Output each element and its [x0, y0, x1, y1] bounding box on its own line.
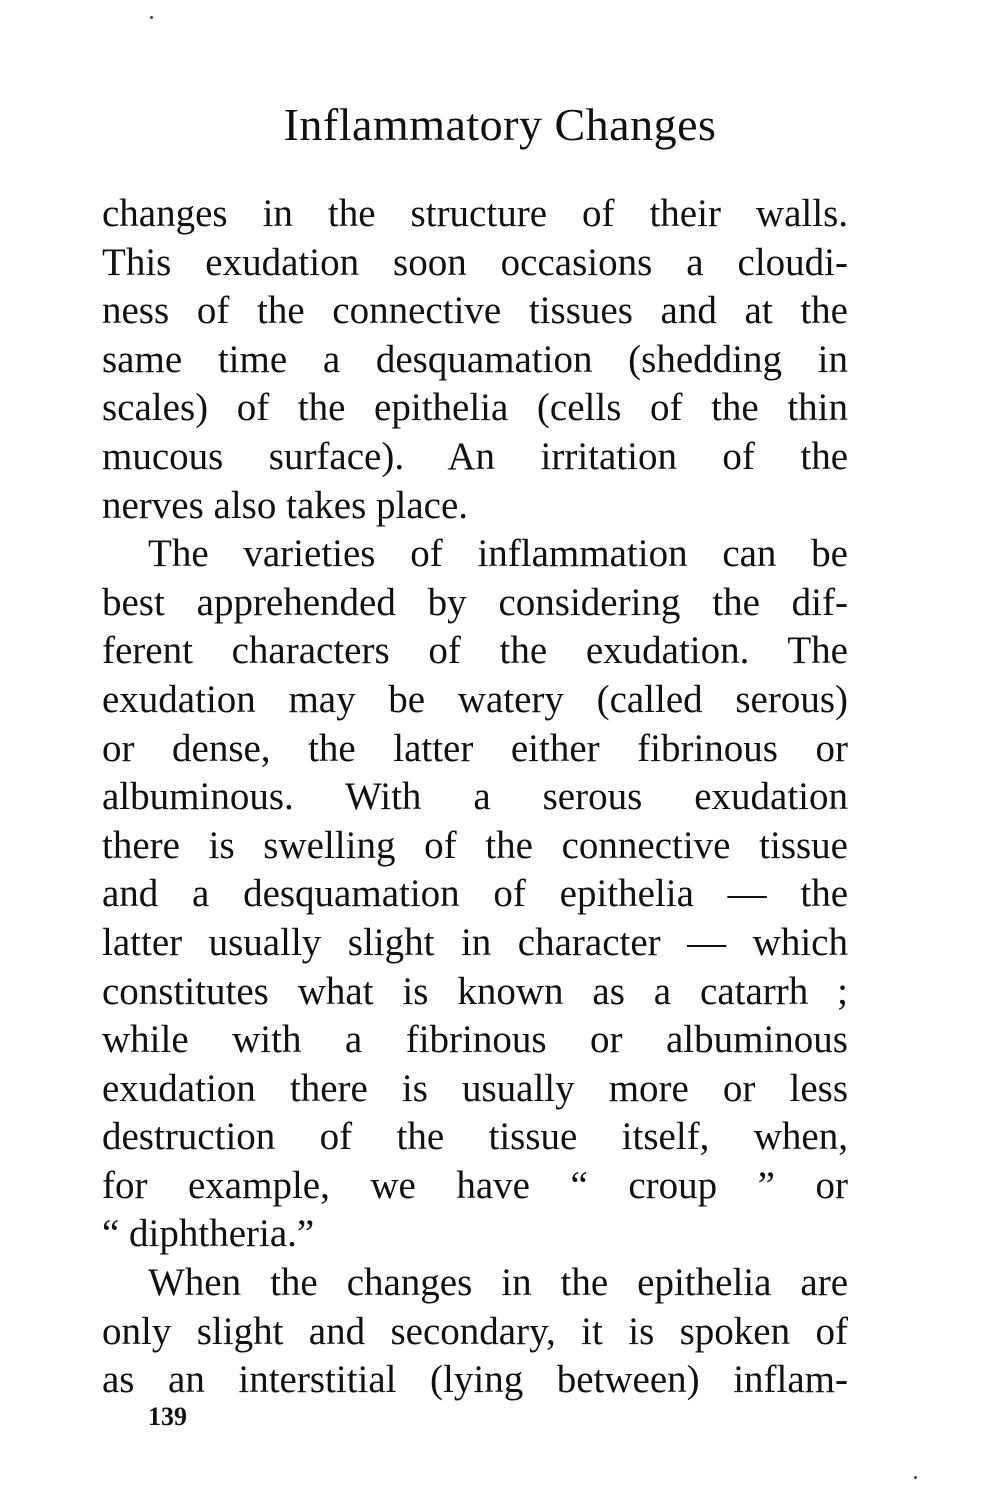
text-line: only slight and secondary, it is spoken of [102, 1309, 848, 1353]
text-line: same time a desquamation (shedding in [102, 337, 848, 381]
text-line: This exudation soon occasions a cloudi- [102, 240, 848, 284]
running-head-title: Inflammatory Changes [283, 99, 717, 150]
scan-speck [150, 16, 153, 19]
text-line: constitutes what is known as a catarrh ; [102, 969, 848, 1013]
paragraph-start-line: When the changes in the epithelia are [148, 1261, 848, 1305]
text-line: ness of the connective tissues and at the [102, 289, 848, 333]
text-line: while with a fibrinous or albuminous [102, 1018, 848, 1062]
text-line: exudation may be watery (called serous) [102, 677, 848, 721]
text-line: mucous surface). An irritation of the [102, 434, 848, 478]
text-line: exudation there is usually more or less [102, 1066, 848, 1110]
body-text [102, 190, 848, 1405]
text-line: latter usually slight in character — which [102, 920, 848, 964]
text-line: there is swelling of the connective tissue [102, 823, 848, 867]
text-line: destruction of the tissue itself, when, [102, 1115, 848, 1159]
text-line: “ diphtheria.” [102, 1212, 315, 1256]
paragraph-start-line: The varieties of inflammation can be [148, 532, 848, 576]
text-line: nerves also takes place. [102, 483, 469, 527]
text-line: scales) of the epithelia (cells of the thin [102, 386, 848, 430]
page-number: 139 [148, 1402, 187, 1431]
text-line: as an interstitial (lying between) inflam- [102, 1358, 848, 1402]
text-line: changes in the structure of their walls. [102, 192, 848, 235]
text-line: best apprehended by considering the dif- [102, 580, 848, 624]
text-line: ferent characters of the exudation. The [102, 629, 848, 673]
text-line: for example, we have “ croup ” or [102, 1163, 848, 1207]
scan-speck [914, 1476, 917, 1479]
text-line: or dense, the latter either fibrinous or [102, 726, 848, 770]
text-line: albuminous. With a serous exudation [102, 775, 848, 819]
text-line: and a desquamation of epithelia — the [102, 872, 848, 916]
